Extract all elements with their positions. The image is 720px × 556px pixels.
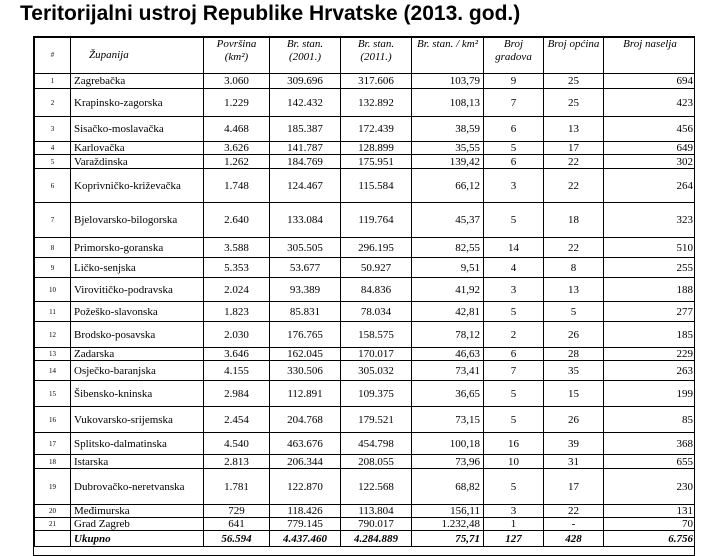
col-pop2001-header: Br. stan. (2001.) (270, 38, 341, 74)
col-municipalities-cell: 35 (544, 361, 604, 381)
col-number-cell: 17 (35, 433, 71, 455)
col-pop2011-cell: 170.017 (341, 348, 412, 361)
col-settlements-cell: 323 (604, 203, 696, 238)
col-density-cell: 35,55 (412, 142, 484, 155)
col-settlements-cell: 199 (604, 381, 696, 407)
col-pop2011-cell: 119.764 (341, 203, 412, 238)
col-pop2001-cell: 133.084 (270, 203, 341, 238)
col-county-cell: Ličko-senjska (71, 258, 204, 278)
col-density-cell: 108,13 (412, 89, 484, 117)
col-settlements-cell: 255 (604, 258, 696, 278)
col-pop2011-cell: 305.032 (341, 361, 412, 381)
col-settlements-header: Broj naselja (604, 38, 696, 74)
col-density-cell: 68,82 (412, 469, 484, 505)
col-area-cell: 56.594 (204, 531, 270, 547)
col-density-cell: 66,12 (412, 169, 484, 203)
col-county-cell: Zadarska (71, 348, 204, 361)
col-number-cell: 20 (35, 505, 71, 518)
col-municipalities-cell: 25 (544, 74, 604, 89)
col-cities-cell: 9 (484, 74, 544, 89)
col-county-cell: Krapinsko-zagorska (71, 89, 204, 117)
col-cities-cell: 7 (484, 361, 544, 381)
table-row (35, 238, 696, 258)
col-cities-cell: 3 (484, 505, 544, 518)
table-row (35, 155, 696, 169)
col-area-cell: 3.626 (204, 142, 270, 155)
col-area-cell: 729 (204, 505, 270, 518)
col-municipalities-cell: 26 (544, 322, 604, 348)
col-area-cell: 2.813 (204, 455, 270, 469)
col-pop2001-cell: 330.506 (270, 361, 341, 381)
col-municipalities-cell: 22 (544, 505, 604, 518)
col-municipalities-cell: 15 (544, 381, 604, 407)
col-area-cell: 641 (204, 518, 270, 531)
col-cities-cell: 6 (484, 348, 544, 361)
col-area-cell: 1.781 (204, 469, 270, 505)
col-cities-cell: 3 (484, 278, 544, 302)
col-county-cell: Virovitičko-podravska (71, 278, 204, 302)
col-number-cell: 14 (35, 361, 71, 381)
col-pop2001-cell: 142.432 (270, 89, 341, 117)
col-cities-cell: 6 (484, 155, 544, 169)
col-pop2011-cell: 113.804 (341, 505, 412, 518)
col-pop2001-cell: 112.891 (270, 381, 341, 407)
col-pop2011-cell: 179.521 (341, 407, 412, 433)
col-settlements-cell: 6.756 (604, 531, 696, 547)
col-area-cell: 2.454 (204, 407, 270, 433)
col-area-cell: 4.540 (204, 433, 270, 455)
col-area-cell: 5.353 (204, 258, 270, 278)
col-cities-cell: 2 (484, 322, 544, 348)
col-density-cell: 73,15 (412, 407, 484, 433)
col-pop2011-cell: 84.836 (341, 278, 412, 302)
col-pop2011-header: Br. stan. (2011.) (341, 38, 412, 74)
col-cities-cell: 5 (484, 469, 544, 505)
col-density-cell: 103,79 (412, 74, 484, 89)
col-settlements-cell: 185 (604, 322, 696, 348)
col-density-header: Br. stan. / km² (412, 38, 484, 74)
col-settlements-cell: 70 (604, 518, 696, 531)
col-county-cell: Šibensko-kninska (71, 381, 204, 407)
col-density-cell: 73,41 (412, 361, 484, 381)
col-number-cell: 11 (35, 302, 71, 322)
table-row (35, 258, 696, 278)
table-row (35, 74, 696, 89)
col-settlements-cell: 655 (604, 455, 696, 469)
col-pop2001-cell: 118.426 (270, 505, 341, 518)
territorial-table (34, 37, 695, 547)
col-number-cell: 2 (35, 89, 71, 117)
col-cities-cell: 5 (484, 142, 544, 155)
col-municipalities-cell: 26 (544, 407, 604, 433)
col-settlements-cell: 277 (604, 302, 696, 322)
table-row (35, 278, 696, 302)
col-cities-cell: 5 (484, 407, 544, 433)
table-row (35, 322, 696, 348)
total-row (35, 531, 696, 547)
table-row (35, 142, 696, 155)
col-area-header: Površina (km²) (204, 38, 270, 74)
col-municipalities-header: Broj općina (544, 38, 604, 74)
col-area-cell: 3.588 (204, 238, 270, 258)
col-settlements-cell: 456 (604, 117, 696, 142)
col-number-cell: 12 (35, 322, 71, 348)
table-row (35, 433, 696, 455)
col-area-cell: 1.748 (204, 169, 270, 203)
col-pop2001-cell: 93.389 (270, 278, 341, 302)
col-density-cell: 82,55 (412, 238, 484, 258)
col-municipalities-cell: 28 (544, 348, 604, 361)
col-settlements-cell: 510 (604, 238, 696, 258)
col-municipalities-cell: 18 (544, 203, 604, 238)
col-pop2011-cell: 172.439 (341, 117, 412, 142)
col-number-cell: 6 (35, 169, 71, 203)
col-settlements-cell: 264 (604, 169, 696, 203)
col-pop2001-cell: 779.145 (270, 518, 341, 531)
col-area-cell: 2.024 (204, 278, 270, 302)
col-cities-header: Broj gradova (484, 38, 544, 74)
table-row (35, 518, 696, 531)
col-area-cell: 4.155 (204, 361, 270, 381)
col-pop2001-cell: 141.787 (270, 142, 341, 155)
col-area-cell: 1.262 (204, 155, 270, 169)
page-title: Teritorijalni ustroj Republike Hrvatske (2013. god.) (20, 2, 521, 25)
col-number-cell: 9 (35, 258, 71, 278)
col-cities-cell: 6 (484, 117, 544, 142)
col-county-cell: Splitsko-dalmatinska (71, 433, 204, 455)
col-municipalities-cell: 8 (544, 258, 604, 278)
col-county-cell: Zagrebačka (71, 74, 204, 89)
col-municipalities-cell: - (544, 518, 604, 531)
col-number-cell (35, 531, 71, 547)
col-pop2001-cell: 206.344 (270, 455, 341, 469)
col-number-cell: 7 (35, 203, 71, 238)
col-cities-cell: 7 (484, 89, 544, 117)
header-row (35, 38, 696, 74)
col-cities-cell: 5 (484, 381, 544, 407)
col-pop2001-cell: 184.769 (270, 155, 341, 169)
territorial-table-container (33, 36, 695, 556)
col-county-cell: Karlovačka (71, 142, 204, 155)
col-density-cell: 1.232,48 (412, 518, 484, 531)
col-pop2011-cell: 50.927 (341, 258, 412, 278)
table-row (35, 348, 696, 361)
col-county-cell: Ukupno (71, 531, 204, 547)
col-cities-cell: 5 (484, 302, 544, 322)
col-number-cell: 4 (35, 142, 71, 155)
col-density-cell: 156,11 (412, 505, 484, 518)
col-number-header: # (35, 38, 71, 74)
col-area-cell: 2.030 (204, 322, 270, 348)
col-pop2001-cell: 53.677 (270, 258, 341, 278)
col-number-cell: 8 (35, 238, 71, 258)
col-county-cell: Bjelovarsko-bilogorska (71, 203, 204, 238)
col-pop2001-cell: 124.467 (270, 169, 341, 203)
col-density-cell: 78,12 (412, 322, 484, 348)
col-pop2001-cell: 122.870 (270, 469, 341, 505)
col-settlements-cell: 649 (604, 142, 696, 155)
col-number-cell: 18 (35, 455, 71, 469)
table-row (35, 469, 696, 505)
col-pop2011-cell: 132.892 (341, 89, 412, 117)
col-pop2011-cell: 317.606 (341, 74, 412, 89)
table-row (35, 505, 696, 518)
col-density-cell: 38,59 (412, 117, 484, 142)
col-pop2011-cell: 4.284.889 (341, 531, 412, 547)
col-pop2011-cell: 208.055 (341, 455, 412, 469)
col-cities-cell: 5 (484, 203, 544, 238)
col-cities-cell: 127 (484, 531, 544, 547)
col-area-cell: 4.468 (204, 117, 270, 142)
col-settlements-cell: 263 (604, 361, 696, 381)
col-county-cell: Grad Zagreb (71, 518, 204, 531)
col-county-header: Županija (71, 38, 204, 74)
col-county-cell: Brodsko-posavska (71, 322, 204, 348)
col-county-cell: Osječko-baranjska (71, 361, 204, 381)
col-pop2001-cell: 309.696 (270, 74, 341, 89)
col-area-cell: 3.060 (204, 74, 270, 89)
col-pop2001-cell: 4.437.460 (270, 531, 341, 547)
col-municipalities-cell: 22 (544, 155, 604, 169)
col-density-cell: 100,18 (412, 433, 484, 455)
col-number-cell: 10 (35, 278, 71, 302)
col-county-cell: Vukovarsko-srijemska (71, 407, 204, 433)
col-number-cell: 16 (35, 407, 71, 433)
col-pop2001-cell: 305.505 (270, 238, 341, 258)
col-number-cell: 1 (35, 74, 71, 89)
col-settlements-cell: 188 (604, 278, 696, 302)
col-municipalities-cell: 22 (544, 238, 604, 258)
col-settlements-cell: 85 (604, 407, 696, 433)
col-area-cell: 1.823 (204, 302, 270, 322)
col-cities-cell: 10 (484, 455, 544, 469)
col-pop2011-cell: 78.034 (341, 302, 412, 322)
col-density-cell: 41,92 (412, 278, 484, 302)
col-pop2011-cell: 296.195 (341, 238, 412, 258)
col-area-cell: 2.640 (204, 203, 270, 238)
col-pop2011-cell: 122.568 (341, 469, 412, 505)
col-municipalities-cell: 22 (544, 169, 604, 203)
col-municipalities-cell: 17 (544, 469, 604, 505)
col-settlements-cell: 229 (604, 348, 696, 361)
col-area-cell: 3.646 (204, 348, 270, 361)
col-settlements-cell: 230 (604, 469, 696, 505)
col-county-cell: Dubrovačko-neretvanska (71, 469, 204, 505)
col-municipalities-cell: 5 (544, 302, 604, 322)
col-number-cell: 5 (35, 155, 71, 169)
table-row (35, 169, 696, 203)
col-pop2001-cell: 185.387 (270, 117, 341, 142)
col-county-cell: Primorsko-goranska (71, 238, 204, 258)
table-row (35, 89, 696, 117)
col-settlements-cell: 423 (604, 89, 696, 117)
col-area-cell: 1.229 (204, 89, 270, 117)
col-pop2011-cell: 109.375 (341, 381, 412, 407)
col-density-cell: 46,63 (412, 348, 484, 361)
col-pop2001-cell: 176.765 (270, 322, 341, 348)
col-municipalities-cell: 25 (544, 89, 604, 117)
col-county-cell: Istarska (71, 455, 204, 469)
col-pop2001-cell: 162.045 (270, 348, 341, 361)
col-county-cell: Varaždinska (71, 155, 204, 169)
col-county-cell: Sisačko-moslavačka (71, 117, 204, 142)
col-municipalities-cell: 17 (544, 142, 604, 155)
table-row (35, 381, 696, 407)
col-number-cell: 3 (35, 117, 71, 142)
col-pop2011-cell: 175.951 (341, 155, 412, 169)
col-cities-cell: 4 (484, 258, 544, 278)
table-row (35, 302, 696, 322)
col-municipalities-cell: 39 (544, 433, 604, 455)
col-area-cell: 2.984 (204, 381, 270, 407)
col-density-cell: 45,37 (412, 203, 484, 238)
col-density-cell: 139,42 (412, 155, 484, 169)
col-settlements-cell: 694 (604, 74, 696, 89)
col-pop2011-cell: 115.584 (341, 169, 412, 203)
col-municipalities-cell: 13 (544, 278, 604, 302)
col-county-cell: Međimurska (71, 505, 204, 518)
col-density-cell: 75,71 (412, 531, 484, 547)
col-settlements-cell: 131 (604, 505, 696, 518)
table-row (35, 361, 696, 381)
col-pop2011-cell: 790.017 (341, 518, 412, 531)
col-density-cell: 9,51 (412, 258, 484, 278)
col-cities-cell: 16 (484, 433, 544, 455)
col-cities-cell: 1 (484, 518, 544, 531)
col-settlements-cell: 302 (604, 155, 696, 169)
col-pop2001-cell: 85.831 (270, 302, 341, 322)
col-pop2011-cell: 128.899 (341, 142, 412, 155)
col-municipalities-cell: 13 (544, 117, 604, 142)
col-density-cell: 42,81 (412, 302, 484, 322)
col-municipalities-cell: 428 (544, 531, 604, 547)
table-row (35, 117, 696, 142)
col-county-cell: Požeško-slavonska (71, 302, 204, 322)
col-cities-cell: 14 (484, 238, 544, 258)
col-municipalities-cell: 31 (544, 455, 604, 469)
col-pop2011-cell: 158.575 (341, 322, 412, 348)
col-settlements-cell: 368 (604, 433, 696, 455)
col-pop2001-cell: 204.768 (270, 407, 341, 433)
col-pop2011-cell: 454.798 (341, 433, 412, 455)
col-number-cell: 13 (35, 348, 71, 361)
col-county-cell: Koprivničko-križevačka (71, 169, 204, 203)
col-density-cell: 73,96 (412, 455, 484, 469)
col-number-cell: 21 (35, 518, 71, 531)
col-number-cell: 15 (35, 381, 71, 407)
col-pop2001-cell: 463.676 (270, 433, 341, 455)
table-row (35, 203, 696, 238)
table-row (35, 455, 696, 469)
table-row (35, 407, 696, 433)
col-density-cell: 36,65 (412, 381, 484, 407)
col-cities-cell: 3 (484, 169, 544, 203)
col-number-cell: 19 (35, 469, 71, 505)
